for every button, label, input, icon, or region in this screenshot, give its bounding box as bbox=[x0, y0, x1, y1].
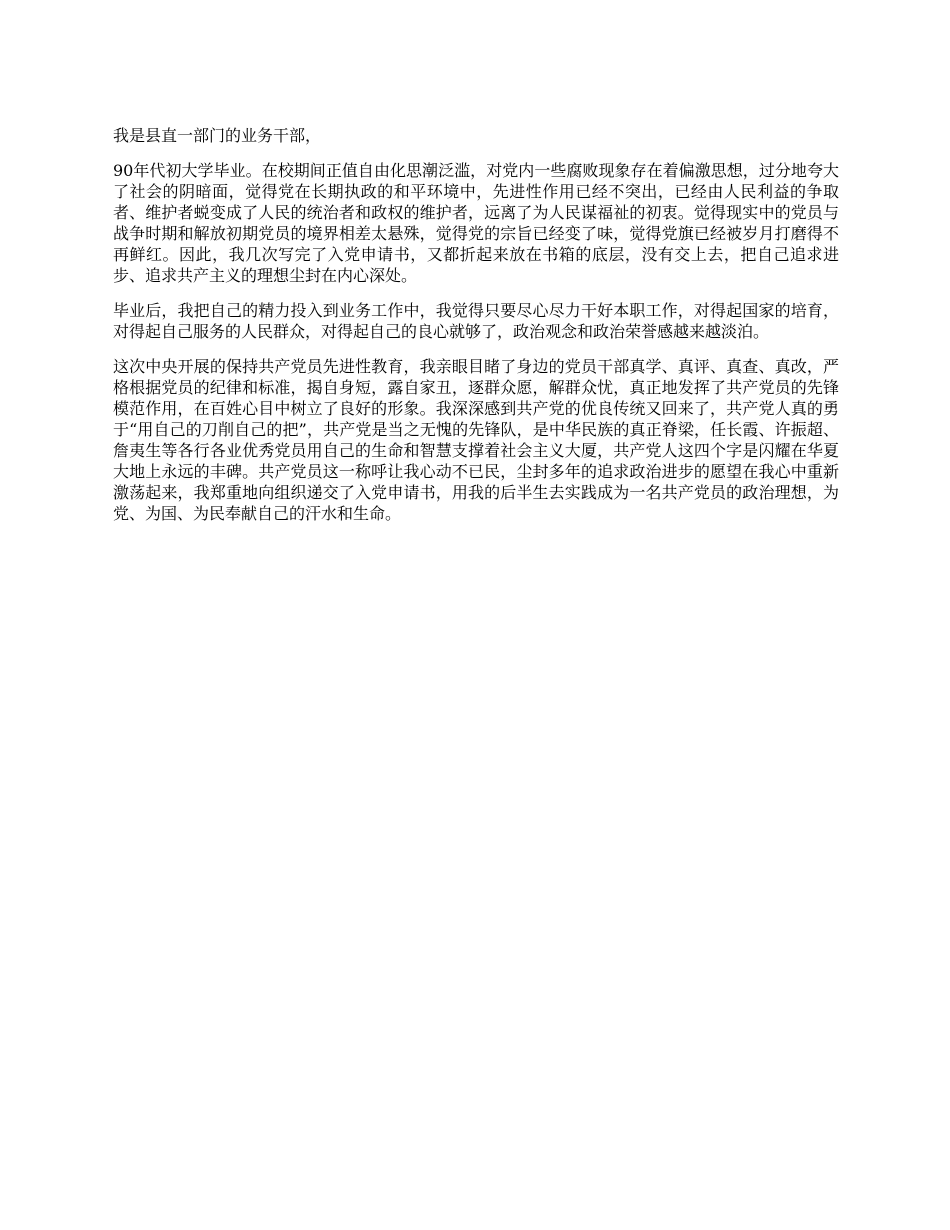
paragraph-education-reflection: 这次中央开展的保持共产党员先进性教育，我亲眼目睹了身边的党员干部真学、真评、真查、真改，严格根据党员的纪律和标准，揭自身短，露自家丑，逐群众愿，解群众忧，真正地发挥了共产党员的先锋模范作用，在百姓心目中树立了良好的形象。我深深感到共产党的优良传统又回来了，共产党人真的勇于“用自己的刀削自己的把”，共产党是当之无愧的先锋队，是中华民族的真正脊梁，任长霞、许振超、詹夷生等各行各业优秀党员用自己的生命和智慧支撑着社会主义大厦，共产党人这四个字是闪耀在华夏大地上永远的丰碑。共产党员这一称呼让我心动不已民，尘封多年的追求政治进步的愿望在我心中重新激荡起来，我郑重地向组织递交了入党申请书，用我的后半生去实践成为一名共产党员的政治理想，为党、为国、为民奉献自己的汗水和生命。 bbox=[113, 357, 839, 523]
paragraph-greeting: 我是县直一部门的业务干部， bbox=[113, 126, 322, 145]
paragraph-after-graduation: 毕业后，我把自己的精力投入到业务工作中，我觉得只要尽心尽力干好本职工作，对得起国家的培育，对得起自己服务的人民群众，对得起自己的良心就够了，政治观念和政治荣誉感越来越淡泊。 bbox=[113, 301, 839, 341]
paragraph-background: 90年代初大学毕业。在校期间正值自由化思潮泛滥，对党内一些腐败现象存在着偏激思想，过分地夸大了社会的阴暗面，觉得党在长期执政的和平环境中，先进性作用已经不突出，已经由人民利益的争取者、维护者蜕变成了人民的统治者和政权的维护者，远离了为人民谋福祉的初衷。觉得现实中的党员与战争时期和解放初期党员的境界相差太悬殊，觉得党的宗旨已经变了味，觉得党旗已经被岁月打磨得不再鲜红。因此，我几次写完了入党申请书，又都折起来放在书箱的底层，没有交上去，把自己追求进步、追求共产主义的理想尘封在内心深处。 bbox=[113, 161, 839, 285]
document-body bbox=[113, 125, 839, 538]
